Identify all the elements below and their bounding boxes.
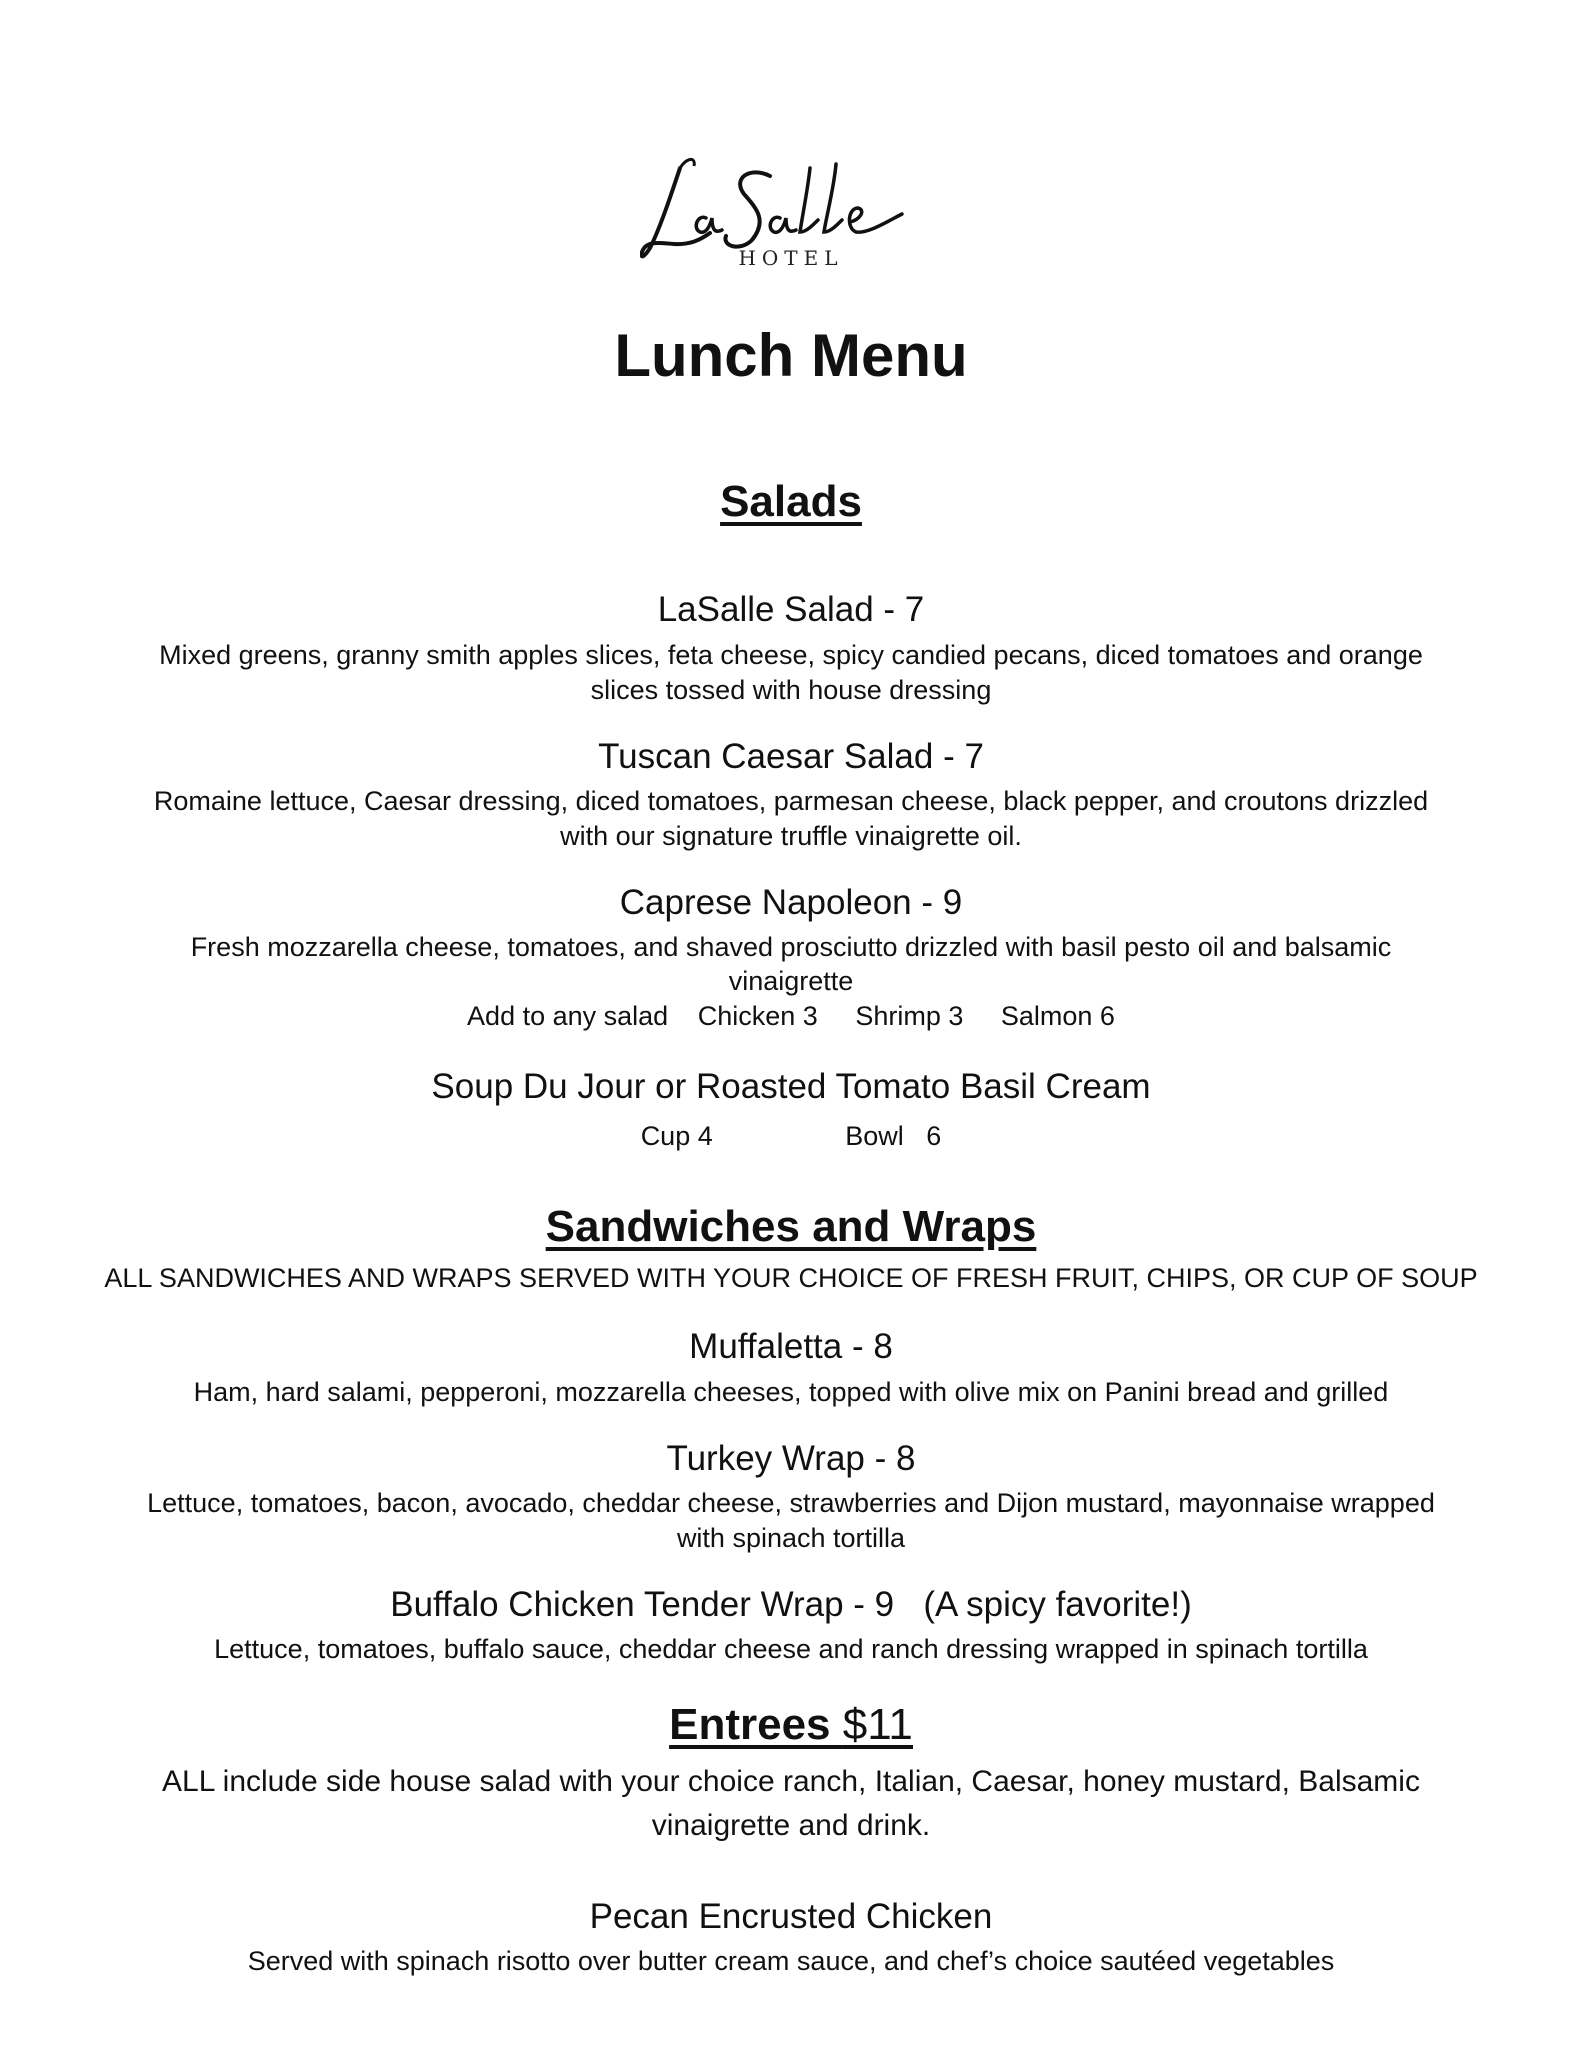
section-heading-salads: Salads [720, 477, 862, 526]
section-heading-sandwiches: Sandwiches and Wraps [545, 1202, 1037, 1251]
item-description: Fresh mozzarella cheese, tomatoes, and shaved prosciutto drizzled with basil pesto oil and balsamic [190, 932, 1392, 962]
page-title: Lunch Menu [614, 322, 968, 389]
addon-label: Add to any salad [467, 1001, 669, 1031]
item-name: LaSalle Salad - 7 [657, 590, 925, 629]
soup-bowl-price: Bowl 6 [845, 1121, 942, 1151]
addon-salmon: Salmon 6 [1000, 1001, 1115, 1031]
item-name: Turkey Wrap - 8 [666, 1439, 916, 1478]
soup-cup-price: Cup 4 [640, 1121, 713, 1151]
item-description: with spinach tortilla [676, 1523, 906, 1553]
section-note: ALL SANDWICHES AND WRAPS SERVED WITH YOUR CHOICE OF FRESH FRUIT, CHIPS, OR CUP OF SOUP [104, 1263, 1478, 1293]
entrees-heading: Entrees [669, 1700, 831, 1749]
entrees-price: $11 [842, 1700, 913, 1749]
item-name: Pecan Encrusted Chicken [589, 1897, 993, 1936]
item-description: Lettuce, tomatoes, buffalo sauce, cheddar cheese and ranch dressing wrapped in spinach tortilla [214, 1634, 1368, 1664]
item-description: vinaigrette [728, 966, 854, 996]
item-description: slices tossed with house dressing [590, 675, 992, 705]
item-name: Buffalo Chicken Tender Wrap - 9 (A spicy favorite!) [390, 1585, 1192, 1624]
item-description: Romaine lettuce, Caesar dressing, diced tomatoes, parmesan cheese, black pepper, and croutons drizzled [153, 786, 1429, 816]
logo-hotel-text: HOTEL [738, 246, 844, 270]
item-name: Tuscan Caesar Salad - 7 [598, 737, 984, 776]
addon-chicken: Chicken 3 [697, 1001, 818, 1031]
item-name: Soup Du Jour or Roasted Tomato Basil Cream [431, 1067, 1151, 1106]
item-name: Caprese Napoleon - 9 [619, 883, 963, 922]
item-description: Served with spinach risotto over butter cream sauce, and chef’s choice sautéed vegetables [247, 1946, 1335, 1976]
addon-shrimp: Shrimp 3 [855, 1001, 964, 1031]
item-description: Lettuce, tomatoes, bacon, avocado, cheddar cheese, strawberries and Dijon mustard, mayonnaise wrapped [147, 1488, 1435, 1518]
item-description: with our signature truffle vinaigrette oil. [560, 821, 1022, 851]
item-name: Muffaletta - 8 [689, 1327, 893, 1366]
soup-prices [0, 1119, 1582, 1154]
salad-addons [0, 999, 1582, 1034]
item-description: Mixed greens, granny smith apples slices, feta cheese, spicy candied pecans, diced tomatoes and orange [159, 640, 1423, 670]
section-heading-entrees [0, 1698, 1582, 1752]
item-description: Ham, hard salami, pepperoni, mozzarella cheeses, topped with olive mix on Panini bread and grilled [193, 1377, 1389, 1407]
section-note: vinaigrette and drink. [651, 1809, 931, 1842]
section-note: ALL include side house salad with your choice ranch, Italian, Caesar, honey mustard, Balsamic [162, 1765, 1420, 1798]
